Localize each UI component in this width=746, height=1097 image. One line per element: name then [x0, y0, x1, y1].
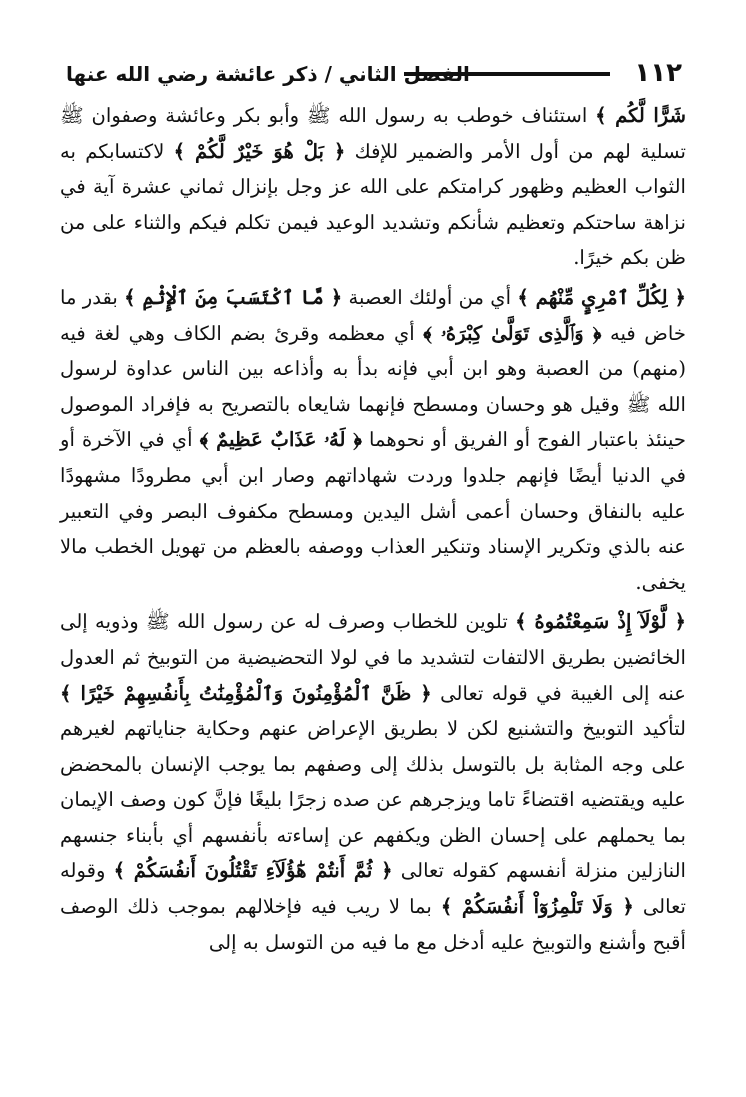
quran-verse: ﴿ لَّوْلَآ إِذْ سَمِعْتُمُوهُ ﴾: [515, 610, 686, 634]
paragraph: [60, 604, 686, 960]
commentary-text: أي من أولئك العصبة: [342, 285, 518, 309]
page-header: [60, 48, 686, 88]
commentary-text: لتأكيد التوبيخ والتشنيع لكن لا بطريق الإعراض عنهم وحكاية جناياتهم لغيرهم على وجه المثابة بل بالتوسل بذلك إلى وصفهم بما يوجب الإنسان بالمحضض عليه ويقتضيه اقتضاءً تاما ويزجرهم عن صده زجرًا بليغًا فإنَّ كون وصف الإيمان بما يحملهم على إحسان الظن ويكفهم عن إساءته بأنفسهم أي بأبناء جنسهم النازلين منزلة أنفسهم كقوله تعالى: [60, 717, 686, 883]
quran-verse: ﴿ مَّا ٱكْتَسَبَ مِنَ ٱلْإِثْمِ ﴾: [124, 285, 343, 309]
commentary-text: بما لا ريب فيه فإخلالهم بموجب ذلك الوصف أقبح وأشنع والتوبيخ عليه أدخل مع ما فيه من التوسل به إلى: [60, 895, 686, 954]
quran-verse: ﴿ وَلَا تَلْمِزُوٓاْ أَنفُسَكُمْ ﴾: [440, 895, 634, 919]
commentary-text: بقدر ما خاض فيه: [60, 285, 686, 345]
quran-verse: ﴿ بَلْ هُوَ خَيْرٌ لَّكُمْ ﴾: [173, 139, 346, 163]
quran-verse: ﴿ ظَنَّ ٱلْمُؤْمِنُونَ وَٱلْمُؤْمِنَٰتُ بِأَنفُسِهِمْ خَيْرًا ﴾: [60, 681, 432, 705]
quran-verse: ﴿ لَهُۥ عَذَابٌ عَظِيمٌ ﴾: [199, 428, 362, 452]
paragraph: [60, 98, 686, 276]
commentary-text: أي في الآخرة أو في الدنيا أيضًا فإنهم جلدوا وردت شهاداتهم وصار ابن أبي مطرودًا مشهودًا عليه بالنفاق وحسان أعمى أشل اليدين ومسطح مكفوف البصر وفي التعبير عنه بالذي وتكرير الإسناد وتنكير العذاب ووصفه بالعظم من تهويل الخطب مالا يخفى.: [60, 428, 686, 594]
chapter-title: الفصل الثاني / ذكر عائشة رضي الله عنها: [66, 62, 470, 86]
paragraph: [60, 280, 686, 600]
page-body: [60, 98, 686, 960]
commentary-text: لاكتسابكم به الثواب العظيم وظهور كرامتكم على الله عز وجل بإنزال ثماني عشرة آية في نزاهة ساحتكم وتعظيم شأنكم وتشديد الوعيد فيمن تكلم فيكم والثناء على من ظن بكم خيرًا.: [60, 139, 686, 270]
commentary-text: تلوين للخطاب وصرف له عن رسول الله ﷺ وذويه إلى الخائضين بطريق الالتفات لتشديد ما في لولا التحضيضية من التوبيخ ثم العدول عنه إلى الغيبة في قوله تعالى: [60, 610, 686, 705]
quran-verse: ﴿ لِكُلِّ ٱمْرِيٍٕ مِّنْهُم ﴾: [517, 285, 686, 309]
quran-verse: شَرًّا لَّكُم ﴾: [595, 104, 686, 127]
quran-verse: ﴿ وَٱلَّذِى تَوَلَّىٰ كِبْرَهُۥ ﴾: [423, 321, 602, 345]
quran-verse: ﴿ ثُمَّ أَنتُمْ هَٰٓؤُلَآءِ تَقْتُلُونَ أَنفُسَكُمْ ﴾: [113, 859, 393, 883]
page-number: ١١٢: [634, 58, 682, 88]
commentary-text: استئناف خوطب به رسول الله ﷺ وأبو بكر وعائشة وصفوان ﷺ تسلية لهم من أول الأمر والضمير للإفك: [60, 104, 687, 163]
commentary-text: أي معظمه وقرئ بضم الكاف وهي لغة فيه (منهم) من العصبة وهو ابن أبي فإنه بدأ به وأذاعه بين الناس عداوة لرسول الله ﷺ وقيل هو وحسان ومسطح فإنهما شايعاه بالتصريح به فإفراد الموصول حينئذ باعتبار الفوج أو الفريق أو نحوهما: [60, 321, 686, 452]
commentary-text: وقوله تعالى: [60, 859, 687, 919]
